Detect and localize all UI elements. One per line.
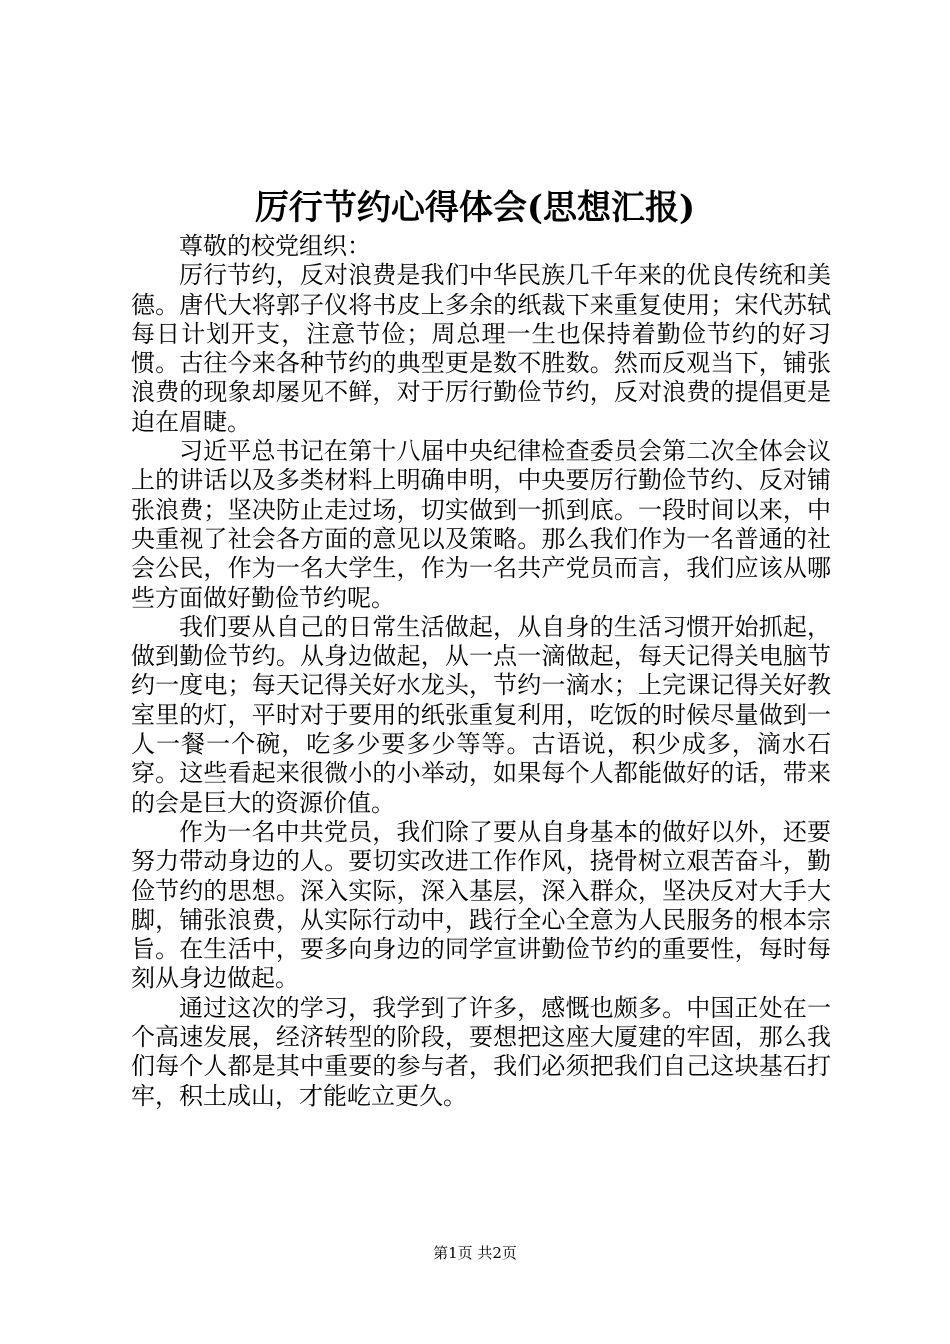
document-body xyxy=(131,232,831,1111)
paragraph: 我们要从自己的日常生活做起，从自身的生活习惯开始抓起，做到勤俭节约。从身边做起，从一点一滴做起，每天记得关电脑节约一度电；每天记得关好水龙头，节约一滴水；上完课记得关好教室里的灯，平时对于要用的纸张重复利用，吃饭的时候尽量做到一人一餐一个碗，吃多少要多少等等。古语说，积少成多，滴水石穿。这些看起来很微小的小举动，如果每个人都能做好的话，带来的会是巨大的资源价值。 xyxy=(131,612,831,817)
salutation: 尊敬的校党组织： xyxy=(179,232,371,260)
paragraph: 习近平总书记在第十八届中央纪律检查委员会第二次全体会议上的讲话以及多类材料上明确申明，中央要厉行勤俭节约、反对铺张浪费；坚决防止走过场，切实做到一抓到底。一段时间以来，中央重视了社会各方面的意见以及策略。那么我们作为一名普通的社会公民，作为一名大学生，作为一名共产党员而言，我们应该从哪些方面做好勤俭节约呢。 xyxy=(131,437,831,612)
page-footer: 第1页 共2页 xyxy=(433,1244,517,1262)
paragraph: 厉行节约，反对浪费是我们中华民族几千年来的优良传统和美德。唐代大将郭子仪将书皮上多余的纸裁下来重复使用；宋代苏轼每日计划开支，注意节俭；周总理一生也保持着勤俭节约的好习惯。古往今来各种节约的典型更是数不胜数。然而反观当下，铺张浪费的现象却屡见不鲜，对于厉行勤俭节约，反对浪费的提倡更是迫在眉睫。 xyxy=(131,261,831,436)
paragraph: 通过这次的学习，我学到了许多，感慨也颇多。中国正处在一个高速发展，经济转型的阶段，要想把这座大厦建的牢固，那么我们每个人都是其中重要的参与者，我们必须把我们自己这块基石打牢，积土成山，才能屹立更久。 xyxy=(131,993,831,1110)
document-title: 厉行节约心得体会(思想汇报) xyxy=(254,188,696,228)
paragraph: 作为一名中共党员，我们除了要从自身基本的做好以外，还要努力带动身边的人。要切实改进工作作风，挠骨树立艰苦奋斗，勤俭节约的思想。深入实际，深入基层，深入群众，坚决反对大手大脚，铺张浪费，从实际行动中，践行全心全意为人民服务的根本宗旨。在生活中，要多向身边的同学宣讲勤俭节约的重要性，每时每刻从身边做起。 xyxy=(131,817,831,993)
